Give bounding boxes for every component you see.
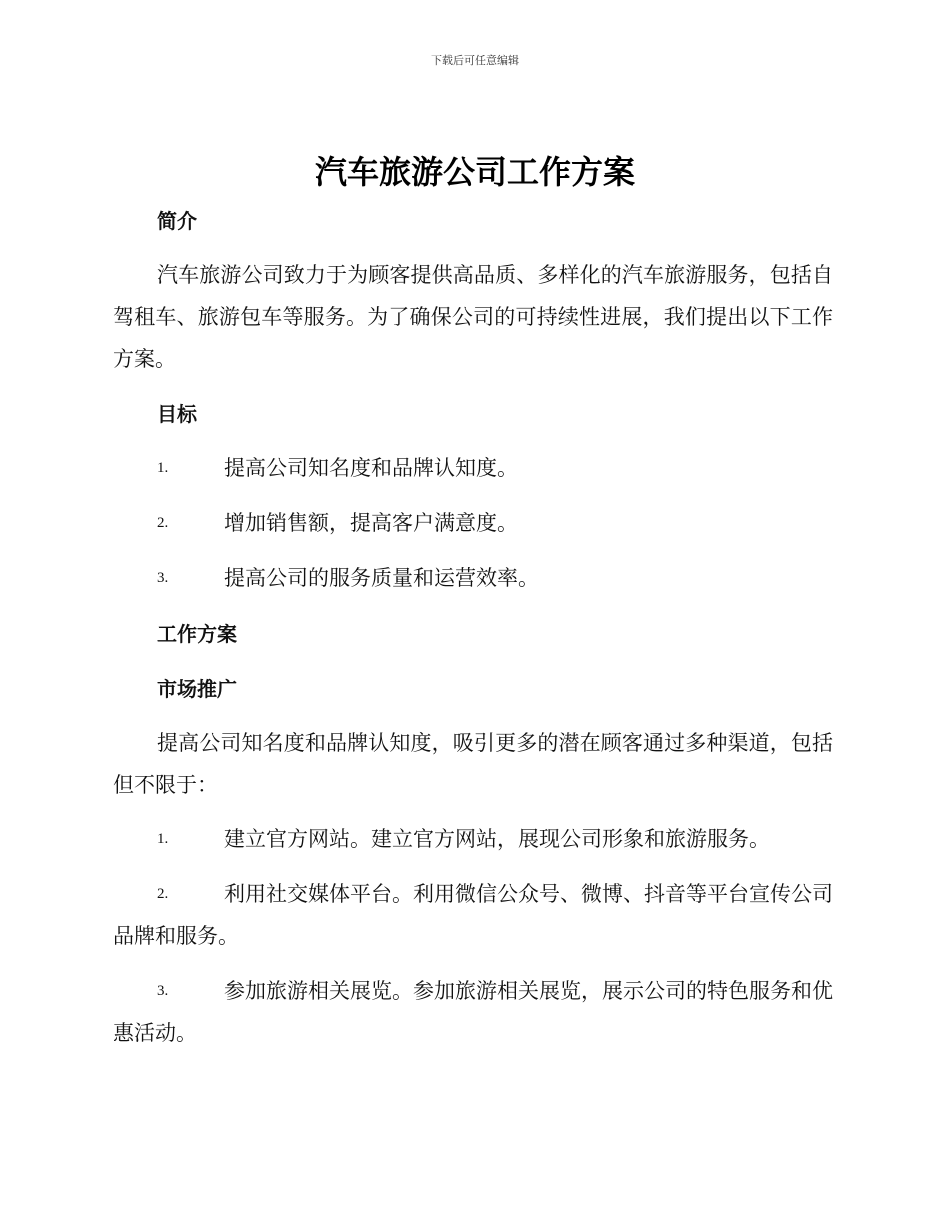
marketing-paragraph: 提高公司知名度和品牌认知度，吸引更多的潜在顾客通过多种渠道，包括但不限于： xyxy=(113,731,833,797)
document-title: 汽车旅游公司工作方案 xyxy=(314,153,635,191)
marketing-heading: 市场推广 xyxy=(157,677,237,701)
marketing-item-number: 1. xyxy=(157,831,169,847)
intro-heading: 简介 xyxy=(157,209,197,233)
marketing-item-number: 3. xyxy=(157,983,169,999)
goal-item-2 xyxy=(113,502,833,544)
marketing-item-3 xyxy=(113,970,833,1054)
goal-item-number: 3. xyxy=(157,570,169,586)
intro-paragraph: 汽车旅游公司致力于为顾客提供高品质、多样化的汽车旅游服务，包括自驾租车、旅游包车等服务。为了确保公司的可持续性进展，我们提出以下工作方案。 xyxy=(113,263,833,371)
marketing-item-2 xyxy=(113,873,833,957)
goal-item-text: 增加销售额，提高客户满意度。 xyxy=(224,511,518,535)
header-note: 下载后可任意编辑 xyxy=(431,54,519,67)
marketing-item-text: 利用社交媒体平台。利用微信公众号、微博、抖音等平台宣传公司品牌和服务。 xyxy=(113,882,833,948)
goal-item-number: 2. xyxy=(157,515,169,531)
marketing-item-text: 参加旅游相关展览。参加旅游相关展览，展示公司的特色服务和优惠活动。 xyxy=(113,979,833,1045)
marketing-item-number: 2. xyxy=(157,886,169,902)
goal-item-1 xyxy=(113,447,833,489)
work-plan-heading: 工作方案 xyxy=(157,622,237,646)
goal-item-3 xyxy=(113,557,833,599)
goals-heading: 目标 xyxy=(157,402,197,426)
goal-item-text: 提高公司知名度和品牌认知度。 xyxy=(224,456,518,480)
marketing-item-1 xyxy=(113,818,833,860)
marketing-item-text: 建立官方网站。建立官方网站，展现公司形象和旅游服务。 xyxy=(224,827,770,851)
goal-item-number: 1. xyxy=(157,460,169,476)
goal-item-text: 提高公司的服务质量和运营效率。 xyxy=(224,566,539,590)
